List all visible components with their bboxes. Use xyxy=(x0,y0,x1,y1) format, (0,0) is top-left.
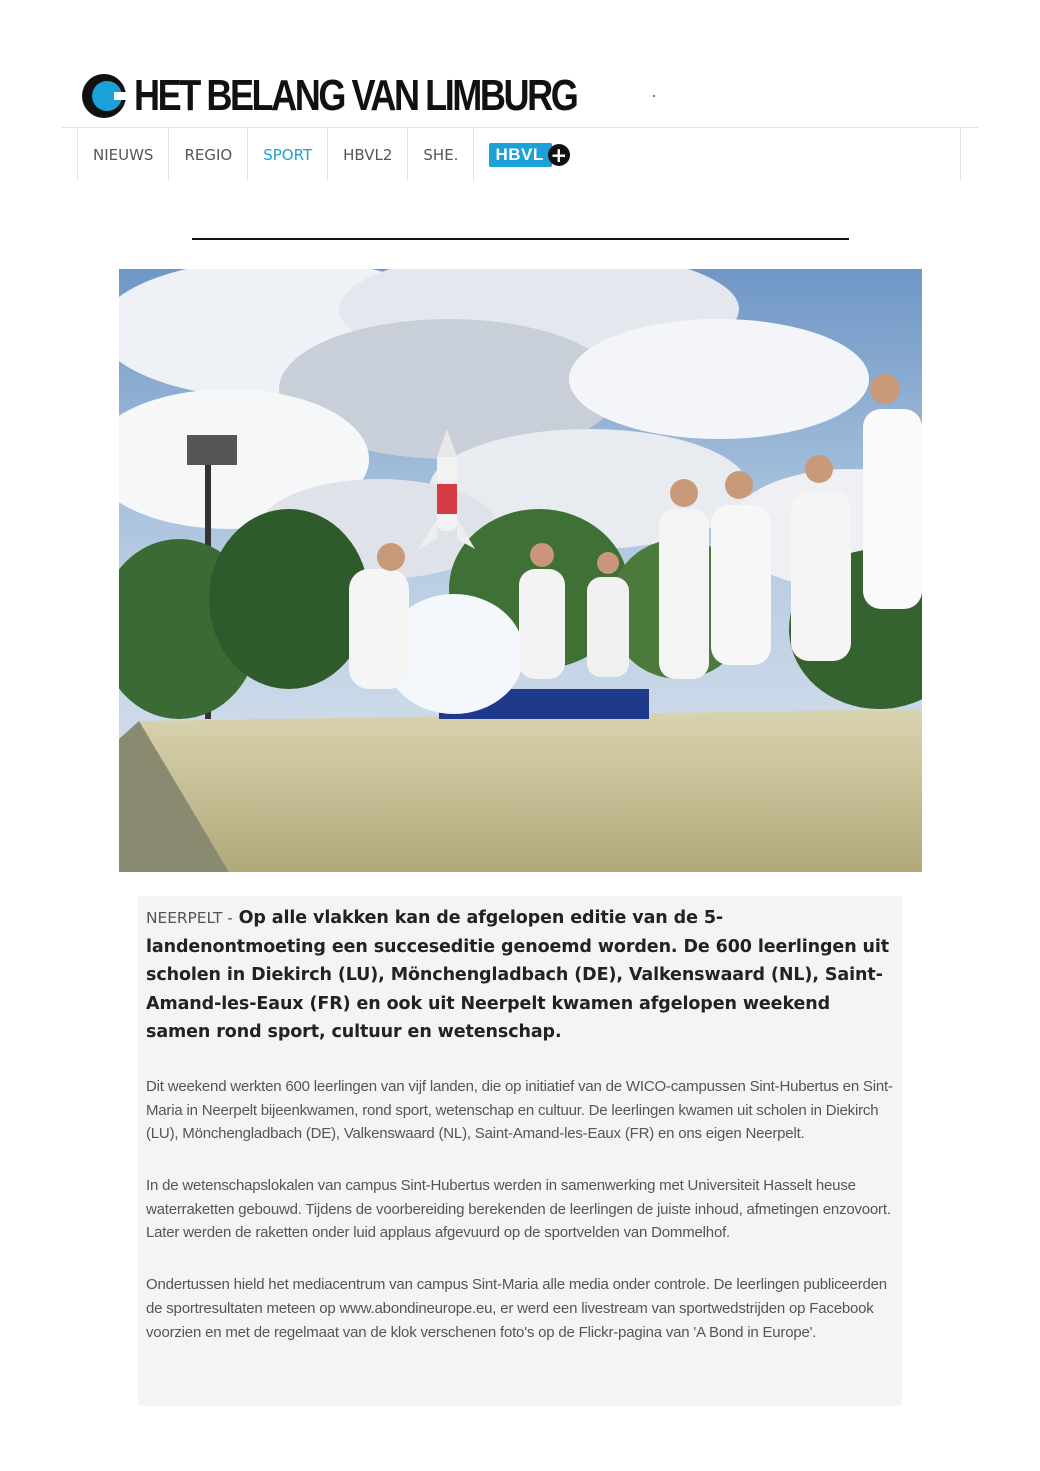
main-nav xyxy=(77,128,961,181)
article-lead xyxy=(146,904,894,1047)
article-body xyxy=(138,896,902,1406)
article-paragraph: Dit weekend werkten 600 leerlingen van vijf landen, die op initiatief van de WICO-campussen Sint-Hubertus en Sint-Maria in Neerpelt bijeenkwamen, rond sport, wetenschap en cultuur. De leerlingen kwamen uit scholen in Diekirch (LU), Mönchengladbach (DE), Valkenswaard (NL), Saint-Amand-les-Eaux (FR) en ons eigen Neerpelt. xyxy=(146,1077,893,1143)
article-dateline: NEERPELT - xyxy=(146,909,233,927)
nav-item-regio[interactable]: REGIO xyxy=(168,128,247,181)
water-rocket-launch-image xyxy=(119,269,922,872)
article-lead-text: Op alle vlakken kan de afgelopen editie van de 5-landenontmoeting een succeseditie genoemd worden. De 600 leerlingen uit scholen in Diekirch (LU), Mönchengladbach (DE), Valkenswaard (NL), Saint-Amand-les-Eaux (FR) en ook uit Neerpelt kwamen afgelopen weekend samen rond sport, cultuur en wetenschap. xyxy=(146,908,890,1043)
nav-end-rule xyxy=(960,128,961,181)
nav-item-sport[interactable]: SPORT xyxy=(247,128,327,181)
article-paragraph: Ondertussen hield het mediacentrum van campus Sint-Maria alle media onder controle. De leerlingen publiceerden de sportresultaten meteen op www.abondineurope.eu, er werd een livestream van sportwedstrijden op Facebook voorzien en met de regelmaat van de klok verschenen foto's op de Flickr-pagina van 'A Bond in Europe'. xyxy=(146,1276,887,1341)
masthead[interactable] xyxy=(80,68,673,124)
hbvl-circle-logo-icon xyxy=(80,72,128,120)
nav-item-she[interactable]: SHE. xyxy=(407,128,473,181)
nav-item-hbvl2[interactable]: HBVL2 xyxy=(327,128,407,181)
masthead-title: HET BELANG VAN LIMBURG xyxy=(134,71,577,120)
article-divider xyxy=(192,238,849,240)
nav-item-hbvl-plus[interactable] xyxy=(473,128,584,181)
article-paragraph: In de wetenschapslokalen van campus Sint-Hubertus werden in samenwerking met Universiteit Hasselt heuse waterraketten gebouwd. Tijdens de voorbereiding berekenden de leerlingen de juiste inhoud, afmetingen enzovoort. Later werden de raketten onder luid applaus afgevuurd op de sportvelden van Dommelhof. xyxy=(146,1177,891,1242)
stray-dot xyxy=(653,95,655,97)
article-photo xyxy=(119,269,922,872)
hbvl-plus-badge xyxy=(489,143,569,167)
nav-item-nieuws[interactable]: NIEUWS xyxy=(77,128,168,181)
plus-circle-icon: + xyxy=(548,144,570,166)
hbvl-plus-label: HBVL xyxy=(489,143,551,167)
